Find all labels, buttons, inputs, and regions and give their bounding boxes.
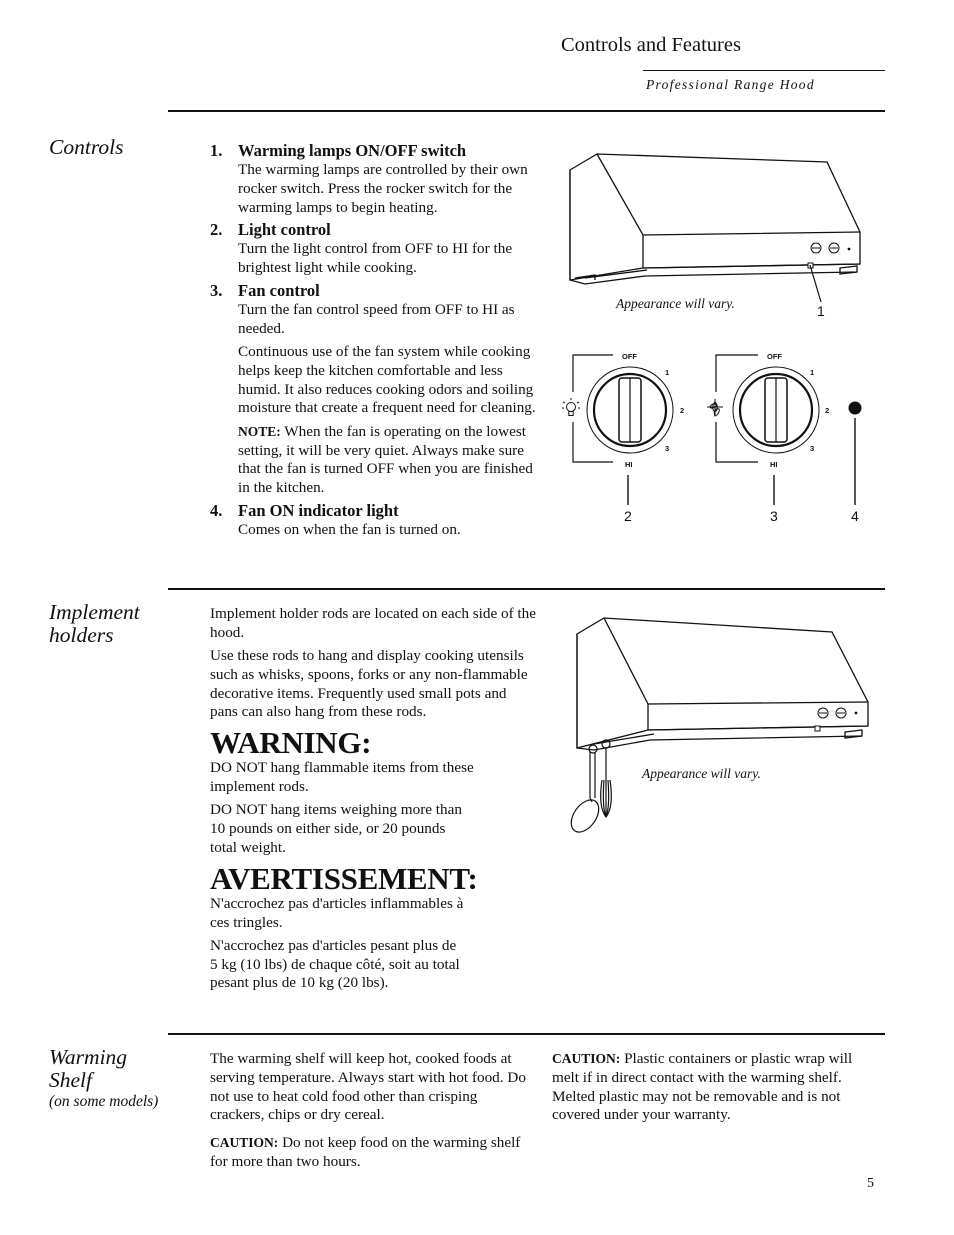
warning-p1: DO NOT hang flammable items from these implement rods.: [210, 759, 474, 796]
control-item-desc: The warming lamps are controlled by their own rocker switch. Press the rocker switch for the warming lamps to begin heating.: [238, 161, 528, 216]
page-number: 5: [867, 1176, 874, 1191]
warming-caution-1: CAUTION: Do not keep food on the warming shelf for more than two hours.: [210, 1134, 521, 1170]
knob-fan-3: 3: [810, 444, 815, 453]
control-item-light: 2. Light control Turn the light control from OFF to HI for the brightest light while cooking.: [210, 220, 536, 278]
section-rule-implement: [168, 588, 885, 590]
controls-list: [210, 141, 536, 540]
warning-title: WARNING:: [210, 725, 372, 761]
controls-heading: Controls: [49, 135, 124, 159]
appearance-caption-2: Appearance will vary.: [642, 766, 761, 781]
light-bulb-icon: [562, 398, 580, 416]
knob-light-2: 2: [680, 406, 685, 415]
warming-text-left: [210, 1050, 528, 1176]
implement-p2: Use these rods to hang and display cooking utensils such as whisks, spoons, forks or any non-flammable decorative items. Frequently used small pots and pans can also hang from these rods.: [210, 647, 528, 721]
fan-icon: [707, 399, 723, 416]
fan-on-indicator-light: [849, 402, 862, 415]
knob-fan-hi: HI: [770, 460, 778, 469]
control-item-extra: Continuous use of the fan system while cooking helps keep the kitchen comfortable and less humid. It also reduces cooking odors and soiling moisture that create a frequent need for cleaning.: [238, 343, 536, 417]
control-item-title: Fan control: [238, 280, 320, 300]
range-hood-with-utensils-illustration: [570, 612, 870, 842]
warming-heading: Warming Shelf (on some models): [49, 1045, 159, 1110]
whisk-icon: [601, 740, 612, 817]
knob-light-off: OFF: [622, 352, 637, 361]
ladle-icon: [566, 745, 605, 837]
section-rule-warming: [168, 1033, 885, 1035]
control-item-desc: Turn the light control from OFF to HI for the brightest light while cooking.: [238, 240, 513, 277]
appearance-caption: Appearance will vary.: [616, 296, 735, 311]
control-item-fan-indicator: 4. Fan ON indicator light Comes on when the fan is turned on.: [210, 501, 536, 540]
control-item-fan: 3. Fan control Turn the fan control speed from OFF to HI as needed. Continuous use of the fan system while cooking helps keep the kitchen comfortable and less humid. It also reduces cooking odors and soiling moisture that create a frequent need for cleaning. NOTE: When the fan is operating on the lowest setting, it will be very quiet. Always make sure that the fan is turned OFF when you are finished in the kitchen.: [210, 280, 536, 497]
header-short-rule: [643, 70, 885, 71]
page-subtitle: Professional Range Hood: [646, 77, 815, 92]
callout-4: 4: [851, 508, 859, 524]
callout-3: 3: [770, 508, 778, 524]
avertissement-title: AVERTISSEMENT:: [210, 860, 478, 896]
control-item-title: Light control: [238, 220, 331, 240]
implement-heading: Implement holders: [49, 600, 140, 647]
knob-fan-off: OFF: [767, 352, 782, 361]
warming-subheading: (on some models): [49, 1093, 159, 1110]
control-knobs-diagram: [555, 350, 865, 480]
avertissement-p2: N'accrochez pas d'articles pesant plus de 5 kg (10 lbs) de chaque côté, soit au total pesant plus de 10 kg (20 lbs).: [210, 936, 460, 992]
knob-light-hi: HI: [625, 460, 633, 469]
knob-light-1: 1: [665, 368, 670, 377]
implement-text: [210, 605, 536, 998]
section-rule-controls: [168, 110, 885, 112]
warming-caution-2: CAUTION: Plastic containers or plastic wrap will melt if in direct contact with the warming shelf. Melted plastic may not be removable and is not covered under your warranty.: [552, 1050, 853, 1124]
warning-p2: DO NOT hang items weighing more than 10 pounds on either side, or 20 pounds total weight.: [210, 801, 462, 856]
control-item-title: Warming lamps ON/OFF switch: [238, 141, 467, 160]
control-item-desc: Turn the fan control speed from OFF to HI as needed.: [238, 300, 515, 337]
callout-2: 2: [624, 508, 632, 524]
control-item-note: NOTE: When the fan is operating on the lowest setting, it will be very quiet. Always make sure that the fan is turned OFF when you are finished in the kitchen.: [238, 422, 533, 497]
control-item-warming-lamps: 1. Warming lamps ON/OFF switch The warming lamps are controlled by their own rocker switch. Press the rocker switch for the warming lamps to begin heating.: [210, 141, 536, 217]
warming-p1: The warming shelf will keep hot, cooked foods at serving temperature. Always start with hot food. Do not use to heat cold food other than crisping crackers, chips or dry cereal.: [210, 1050, 526, 1124]
warming-text-right: [552, 1050, 882, 1130]
knob-light-3: 3: [665, 444, 670, 453]
knob-fan-2: 2: [825, 406, 830, 415]
range-hood-illustration: [565, 150, 865, 310]
avertissement-p1: N'accrochez pas d'articles inflammables à ces tringles.: [210, 894, 464, 931]
control-item-title: Fan ON indicator light: [238, 500, 399, 520]
page-section-title: Controls and Features: [561, 34, 741, 56]
implement-p1: Implement holder rods are located on each side of the hood.: [210, 605, 536, 641]
control-item-desc: Comes on when the fan is turned on.: [238, 520, 461, 538]
callout-1: 1: [817, 303, 825, 319]
knob-fan-1: 1: [810, 368, 815, 377]
